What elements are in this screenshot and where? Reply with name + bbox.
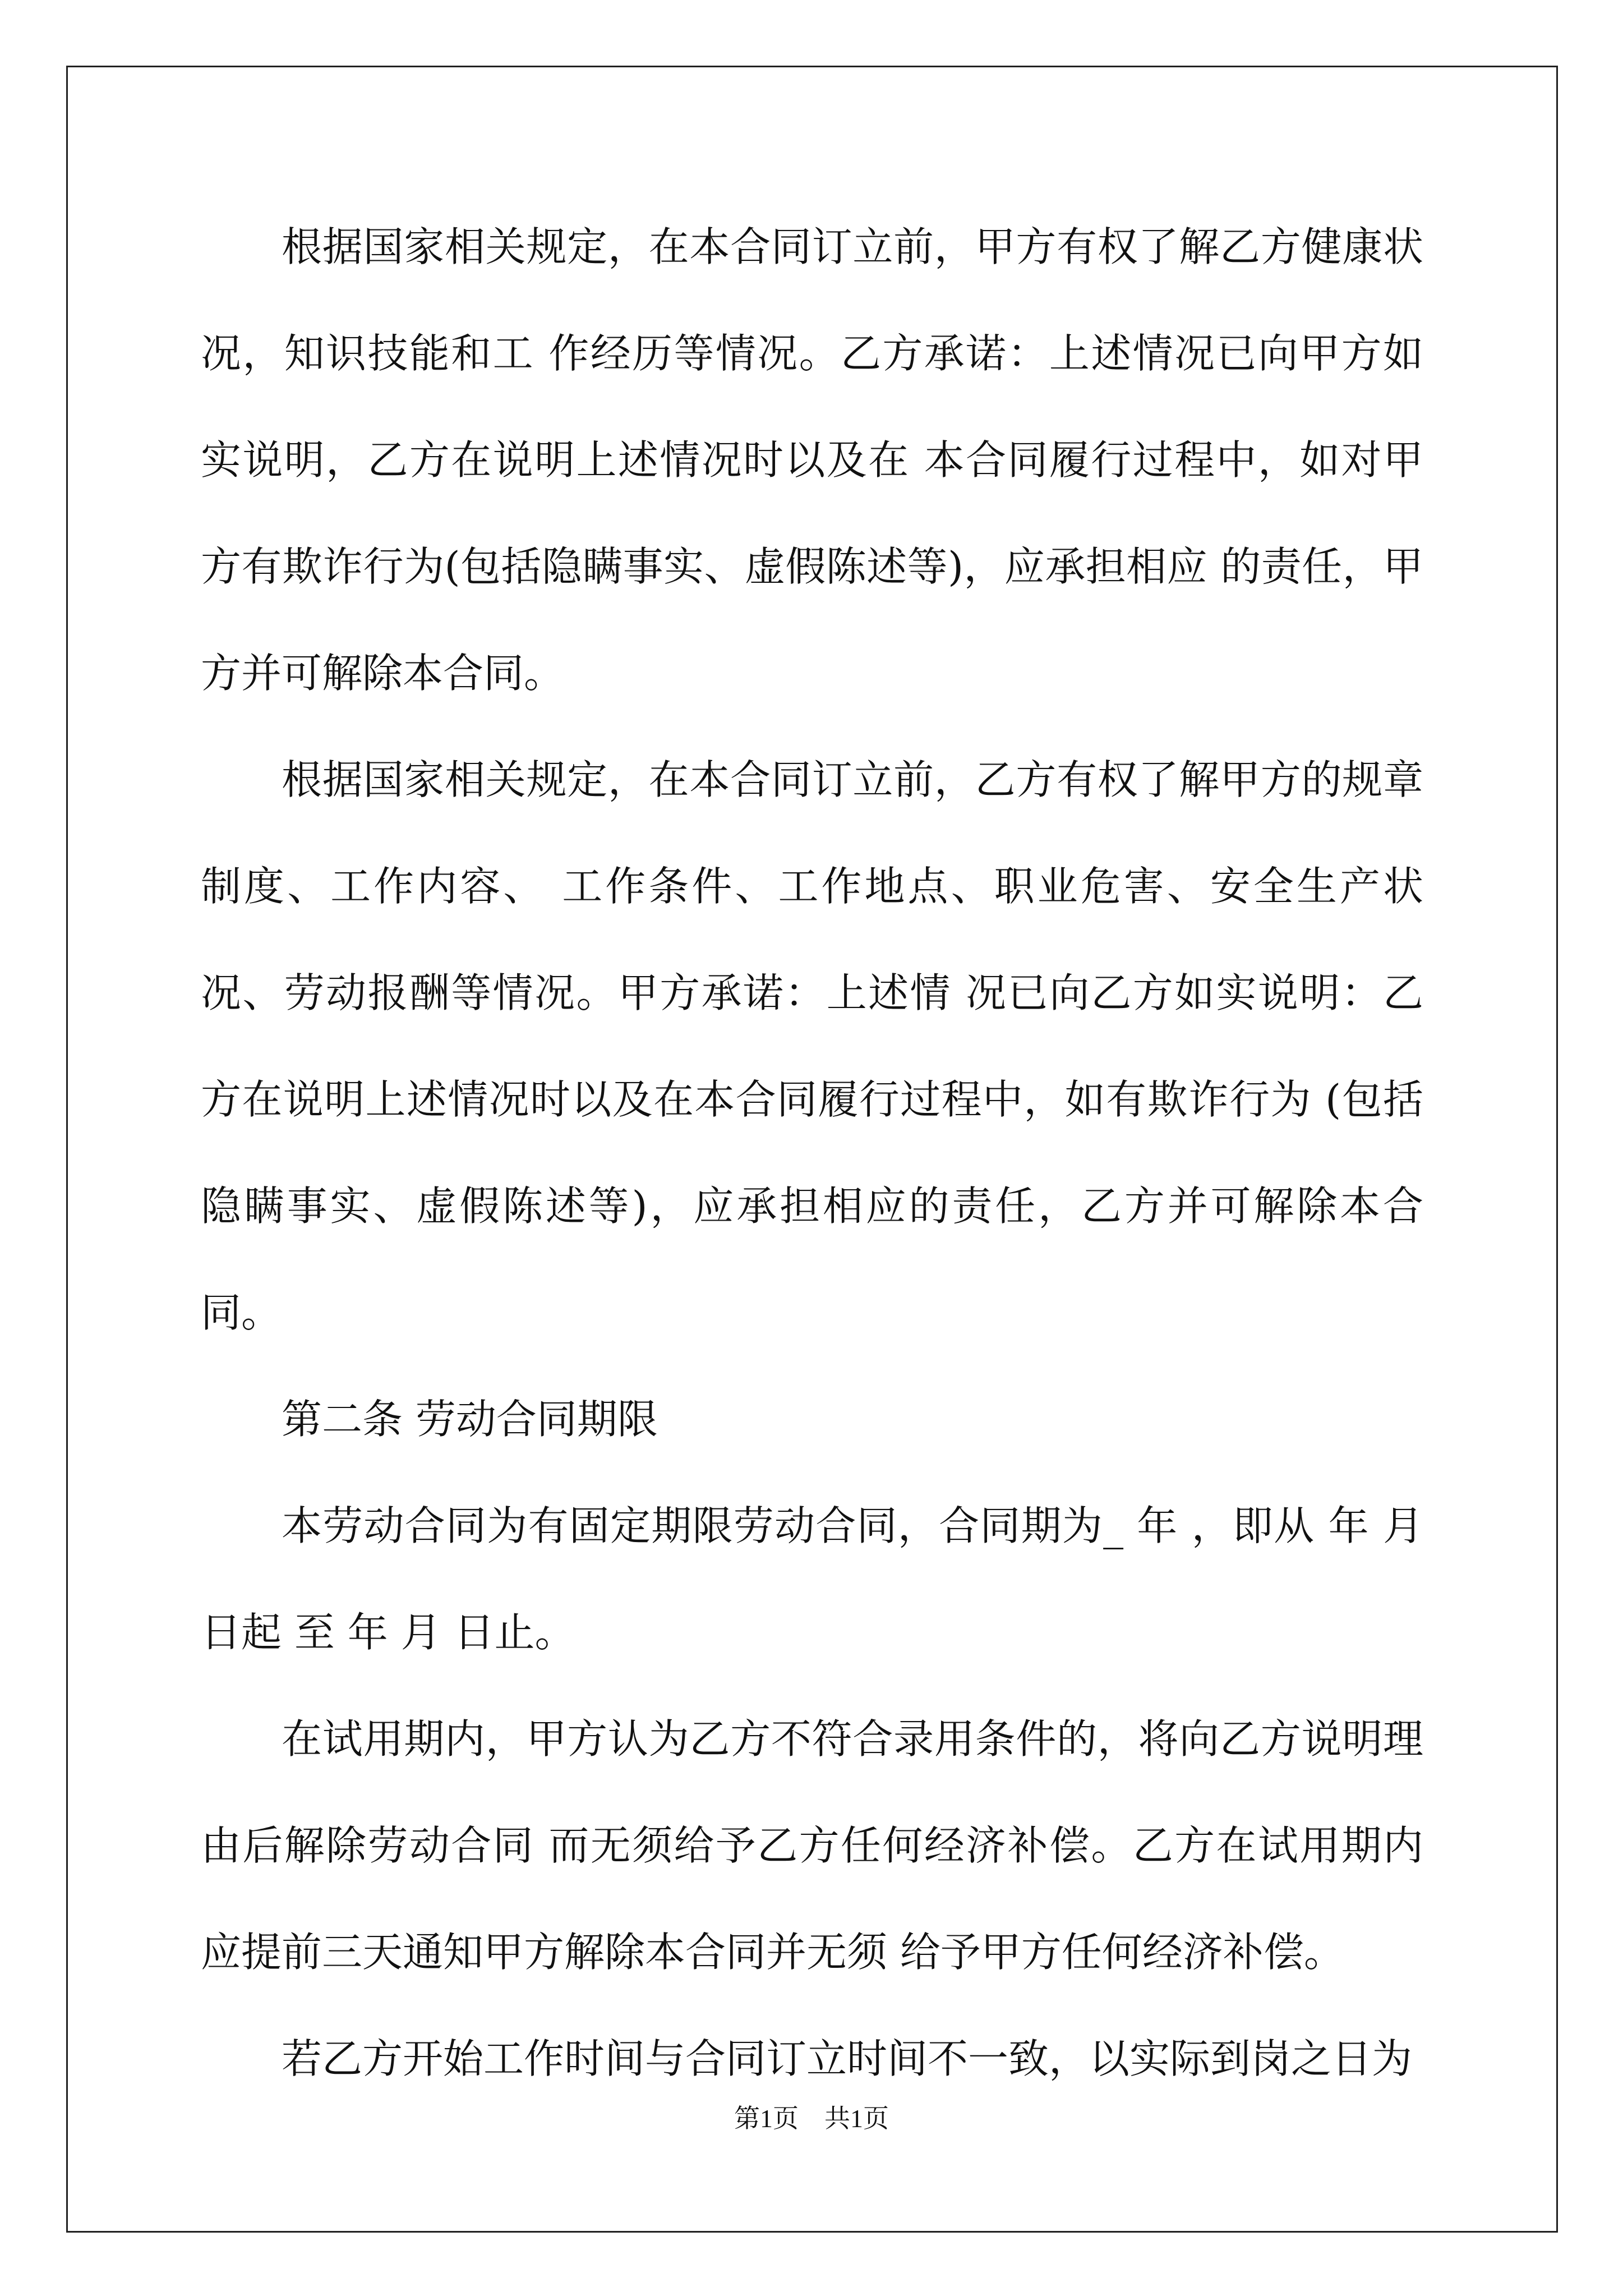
- paragraph-probation: 在试用期内，甲方认为乙方不符合录用条件的，将向乙方说明理由后解除劳动合同 而无须给予乙方任何经济补偿。乙方在试用期内应提前三天通知甲方解除本合同并无须 给予甲方任何经济补偿。: [201, 1715, 1423, 1976]
- document-body: [201, 194, 1436, 2112]
- paragraph-contract-term: 本劳动合同为有固定期限劳动合同，合同期为_ 年 ，即从 年 月 日起 至 年 月 日止。: [201, 1502, 1436, 1656]
- section-heading-contract-term: 第二条 劳动合同期限: [282, 1396, 658, 1443]
- paragraph-start-date: 若乙方开始工作时间与合同订立时间不一致，以实际到岗之日为: [282, 2035, 1413, 2082]
- paragraph-health-disclosure: 根据国家相关规定，在本合同订立前，甲方有权了解乙方健康状况，知识技能和工 作经历等情况。乙方承诺：上述情况已向甲方如实说明，乙方在说明上述情况时以及在 本合同履行过程中，如对甲方有欺诈行为(包括隐瞒事实、虚假陈述等)，应承担相应 的责任，甲方并可解除本合同。: [201, 223, 1423, 697]
- page-number: 第1页 共1页: [734, 2104, 889, 2133]
- paragraph-employer-disclosure: 根据国家相关规定，在本合同订立前，乙方有权了解甲方的规章制度、工作内容、 工作条件、工作地点、职业危害、安全生产状况、劳动报酬等情况。甲方承诺：上述情 况已向乙方如实说明：乙方在说明上述情况时以及在本合同履行过程中，如有欺诈行为 (包括隐瞒事实、虚假陈述等)，应承担相应的责任，乙方并可解除本合同。: [201, 756, 1423, 1336]
